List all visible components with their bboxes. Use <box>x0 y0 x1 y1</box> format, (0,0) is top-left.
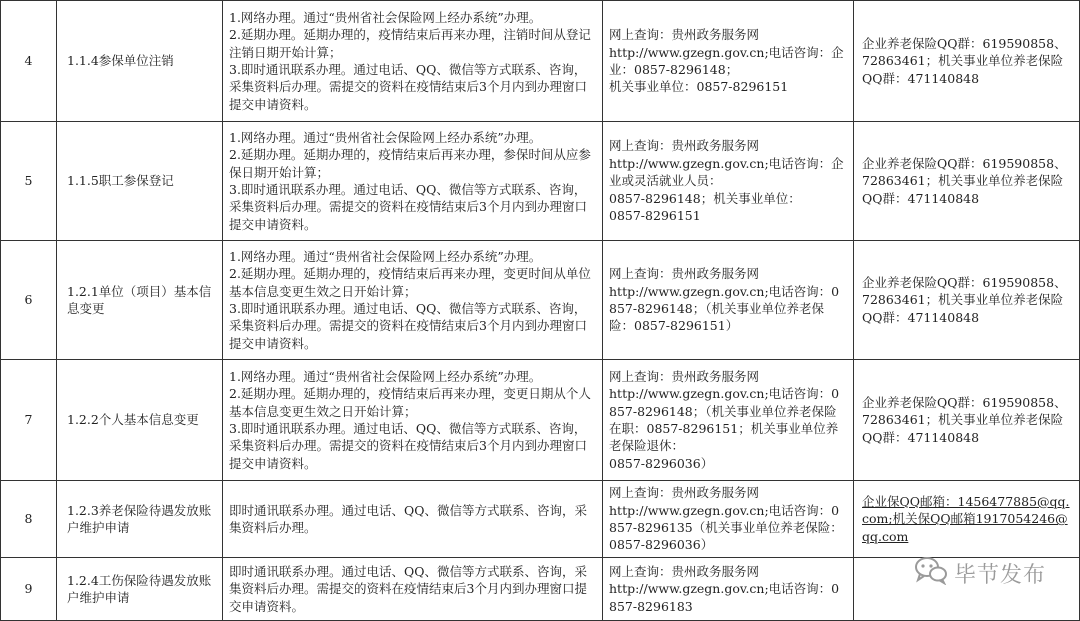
row-number: 8 <box>1 481 57 558</box>
query-info: 网上查询：贵州政务服务网 http://www.gzegn.gov.cn;电话咨询：企业或灵活就业人员： 0857-8296148；机关事业单位： 0857-8296151 <box>603 122 854 241</box>
row-number: 5 <box>1 122 57 241</box>
table-row <box>1 1 1080 122</box>
query-info: 网上查询：贵州政务服务网 http://www.gzegn.gov.cn;电话咨询：0857-8296183 <box>603 558 854 621</box>
item-name: 1.2.4工伤保险待遇发放账户维护申请 <box>57 558 223 621</box>
handling-method: 即时通讯联系办理。通过电话、QQ、微信等方式联系、咨询，采集资料后办理。需提交的资料在疫情结束后3个月内到办理窗口提交申请资料。 <box>223 558 603 621</box>
query-info: 网上查询：贵州政务服务网 http://www.gzegn.gov.cn;电话咨询：0857-8296148；（机关事业单位养老保险在职：0857-8296151；机关事业单位养老保险退休： 0857-8296036） <box>603 360 854 481</box>
query-info: 网上查询：贵州政务服务网 http://www.gzegn.gov.cn;电话咨询：0857-8296148；（机关事业单位养老保险：0857-8296151） <box>603 241 854 360</box>
contact-info: 企业养老保险QQ群：619590858、72863461；机关事业单位养老保险QQ群：471140848 <box>854 122 1080 241</box>
item-name: 1.2.1单位（项目）基本信息变更 <box>57 241 223 360</box>
contact-info: 企业养老保险QQ群：619590858、72863461；机关事业单位养老保险QQ群：471140848 <box>854 241 1080 360</box>
contact-info: 企业养老保险QQ群：619590858、72863461；机关事业单位养老保险QQ群：471140848 <box>854 360 1080 481</box>
handling-method: 1.网络办理。通过“贵州省社会保险网上经办系统”办理。 2.延期办理。延期办理的，疫情结束后再来办理，参保时间从应参保日期开始计算； 3.即时通讯联系办理。通过电话、QQ、微信等方式联系、咨询，采集资料后办理。需提交的资料在疫情结束后3个月内到办理窗口提交申请资料。 <box>223 122 603 241</box>
item-name: 1.2.3养老保险待遇发放账户维护申请 <box>57 481 223 558</box>
contact-info: 企业养老保险QQ群：619590858、72863461；机关事业单位养老保险QQ群：471140848 <box>854 1 1080 122</box>
handling-method: 即时通讯联系办理。通过电话、QQ、微信等方式联系、咨询，采集资料后办理。 <box>223 481 603 558</box>
table-row <box>1 241 1080 360</box>
handling-method: 1.网络办理。通过“贵州省社会保险网上经办系统”办理。 2.延期办理。延期办理的，疫情结束后再来办理，变更日期从个人基本信息变更生效之日开始计算； 3.即时通讯联系办理。通过电话、QQ、微信等方式联系、咨询，采集资料后办理。需提交的资料在疫情结束后3个月内到办理窗口提交申请资料。 <box>223 360 603 481</box>
row-number: 6 <box>1 241 57 360</box>
query-info: 网上查询：贵州政务服务网 http://www.gzegn.gov.cn;电话咨询：企业：0857-8296148； 机关事业单位：0857-8296151 <box>603 1 854 122</box>
row-number: 9 <box>1 558 57 621</box>
item-name: 1.2.2个人基本信息变更 <box>57 360 223 481</box>
table-row <box>1 122 1080 241</box>
handling-method: 1.网络办理。通过“贵州省社会保险网上经办系统”办理。 2.延期办理。延期办理的，疫情结束后再来办理，变更时间从单位基本信息变更生效之日开始计算； 3.即时通讯联系办理。通过电话、QQ、微信等方式联系、咨询，采集资料后办理。需提交的资料在疫情结束后3个月内到办理窗口提交申请资料。 <box>223 241 603 360</box>
handling-method: 1.网络办理。通过“贵州省社会保险网上经办系统”办理。 2.延期办理。延期办理的，疫情结束后再来办理，注销时间从登记注销日期开始计算； 3.即时通讯联系办理。通过电话、QQ、微信等方式联系、咨询，采集资料后办理。需提交的资料在疫情结束后3个月内到办理窗口提交申请资料。 <box>223 1 603 122</box>
row-number: 4 <box>1 1 57 122</box>
item-name: 1.1.5职工参保登记 <box>57 122 223 241</box>
table-row <box>1 558 1080 621</box>
watermark-text: 毕节发布 <box>953 562 1046 588</box>
contact-info: 企业保QQ邮箱：1456477885@qq.com;机关保QQ邮箱1917054246@qq.com <box>854 481 1080 558</box>
table-row <box>1 481 1080 558</box>
query-info: 网上查询：贵州政务服务网 http://www.gzegn.gov.cn;电话咨询：0857-8296135（机关事业单位养老保险：0857-8296036） <box>603 481 854 558</box>
table-row <box>1 360 1080 481</box>
contact-info <box>854 558 1080 621</box>
row-number: 7 <box>1 360 57 481</box>
item-name: 1.1.4参保单位注销 <box>57 1 223 122</box>
